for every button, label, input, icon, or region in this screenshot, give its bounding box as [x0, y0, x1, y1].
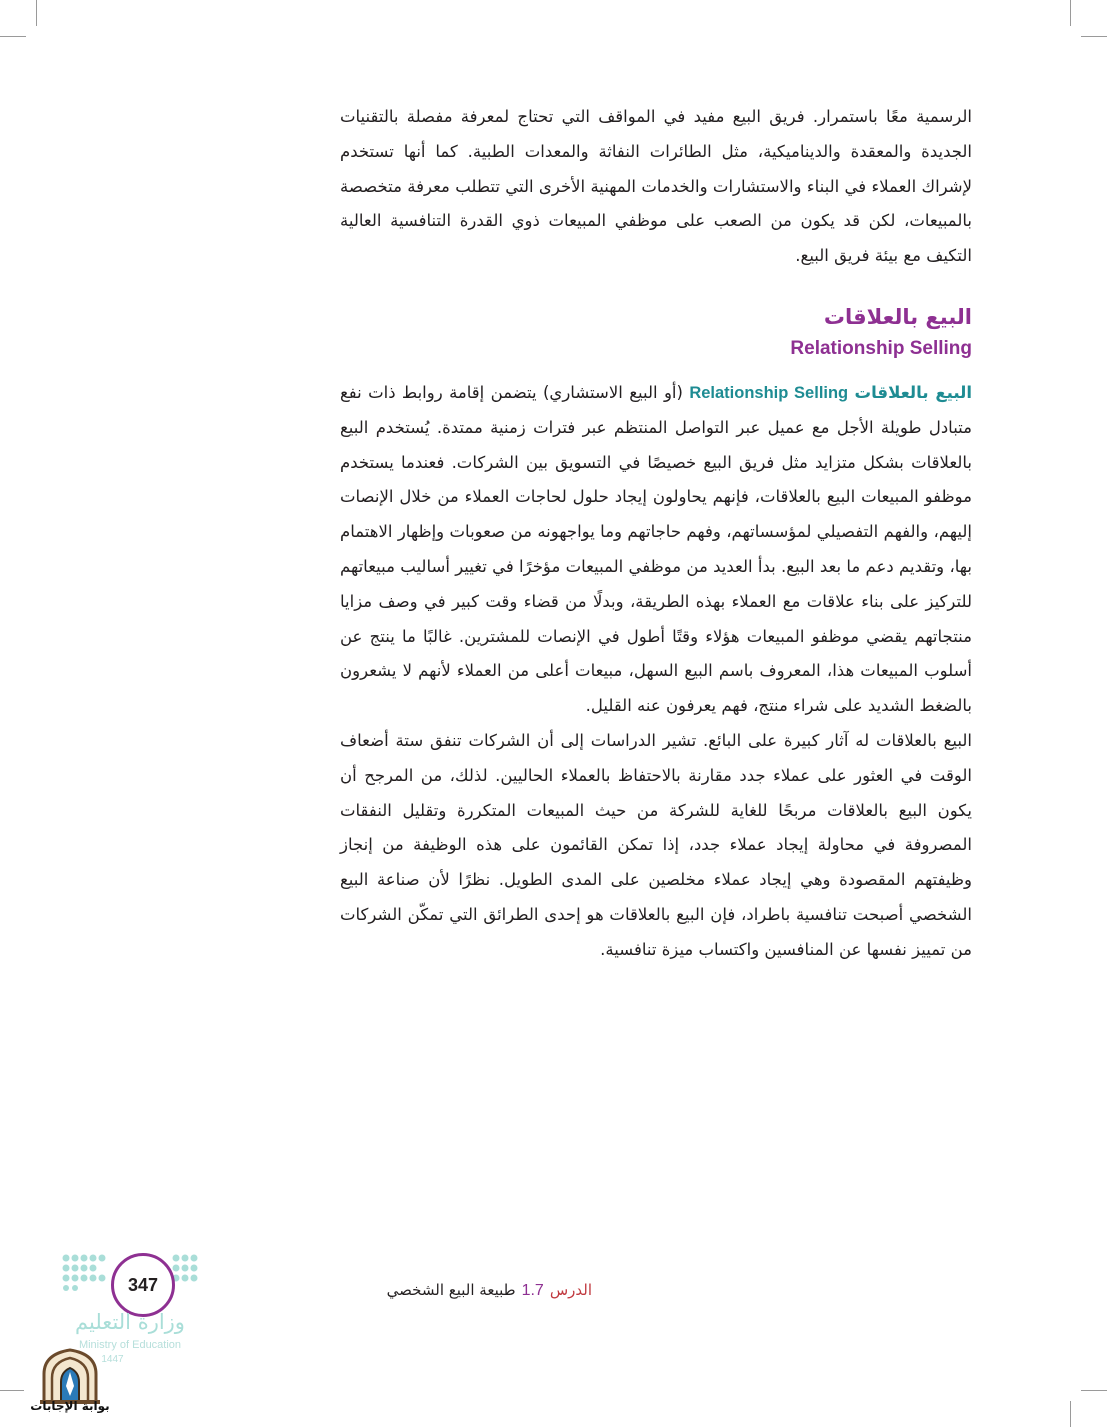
crop-mark [1081, 36, 1107, 37]
page-content [340, 100, 972, 968]
lesson-label: الدرس [549, 1281, 592, 1299]
crop-mark [36, 0, 37, 26]
crop-mark [1070, 1401, 1071, 1427]
paragraph-definition [340, 376, 972, 724]
section-title-arabic: البيع بالعلاقات [823, 304, 972, 329]
paragraph-effects: البيع بالعلاقات له آثار كبيرة على البائع. تشير الدراسات إلى أن الشركات تنفق ستة أضعاف الوقت في العثور على عملاء جدد مقارنة بالاحتفاظ بالعملاء الحاليين. لذلك، من المرجح أن يكون البيع بالعلاقات مربحًا للغاية للشركة من حيث المبيعات المتكررة وتقليل النفقات المصروفة في محاولة إيجاد عملاء جدد، إذا تمكن القائمون على هذه الوظيفة من إنجاز وظيفتهم المقصودة وهي إيجاد عملاء مخلصين على المدى الطويل. نظرًا لأن صناعة البيع الشخصي أصبحت تنافسية باطراد، فإن البيع بالعلاقات هو إحدى الطرائق التي تمكّن الشركات من تمييز نفسها عن المنافسين واكتساب ميزة تنافسية. [340, 730, 972, 959]
page-footer [340, 1278, 592, 1303]
crop-mark [1081, 1390, 1107, 1391]
lesson-title: طبيعة البيع الشخصي [386, 1281, 516, 1299]
ministry-name-arabic: وزارة التعليم [75, 1310, 185, 1334]
portal-label: بوابة الإجابات [30, 1399, 110, 1413]
key-term-english: Relationship Selling [689, 383, 849, 402]
lesson-number: 1.7 [521, 1282, 544, 1299]
crop-mark [0, 1390, 24, 1391]
ministry-year: 1447 [101, 1354, 124, 1365]
paragraph-intro: الرسمية معًا باستمرار. فريق البيع مفيد في المواقف التي تحتاج لمعرفة مفصلة بالتقنيات الجديدة والمعقدة والديناميكية، مثل الطائرات النفاثة والمعدات الطبية. كما أنها تستخدم لإشراك العملاء في البناء والاستشارات والخدمات المهنية الأخرى التي تتطلب معرفة متخصصة بالمبيعات، لكن قد يكون من الصعب على موظفي المبيعات ذوي القدرة التنافسية العالية التكيف مع بيئة فريق البيع. [340, 107, 972, 266]
key-term-arabic: البيع بالعلاقات [854, 382, 972, 402]
section-title-english: Relationship Selling [790, 337, 972, 359]
definition-text: (أو البيع الاستشاري) يتضمن إقامة روابط ذات نفع متبادل طويلة الأجل مع عميل عبر التواصل المنتظم عبر فترات زمنية ممتدة. يُستخدم البيع بالعلاقات بشكل متزايد مثل فريق البيع خصيصًا في التسويق بين الشركات. فعندما يستخدم موظفو المبيعات البيع بالعلاقات، فإنهم يحاولون إيجاد حلول لحاجات العملاء من خلال الإنصات إليهم، والفهم التفصيلي لمؤسساتهم، وفهم حاجاتهم وما يواجهونه من صعوبات وإظهار الاهتمام بها، وتقديم دعم ما بعد البيع. بدأ العديد من موظفي المبيعات مؤخرًا في تغيير أساليب مبيعاتهم للتركيز على بناء علاقات مع العملاء بهذه الطريقة، وبدلًا من قضاء وقت كبير في وصف مزايا منتجاتهم يقضي موظفو المبيعات هؤلاء وقتًا أطول في الإنصات للمشترين. غالبًا ما ينتج عن أسلوب المبيعات هذا، المعروف باسم البيع السهل، مبيعات أعلى من العملاء لأنهم لا يشعرون بالضغط الشديد على شراء منتج، فهم يعرفون عنه القليل. [340, 382, 972, 716]
page-number: 347 [111, 1253, 175, 1317]
crop-mark [0, 36, 26, 37]
crop-mark [1070, 0, 1071, 26]
ministry-name-english: Ministry of Education [78, 1339, 182, 1351]
